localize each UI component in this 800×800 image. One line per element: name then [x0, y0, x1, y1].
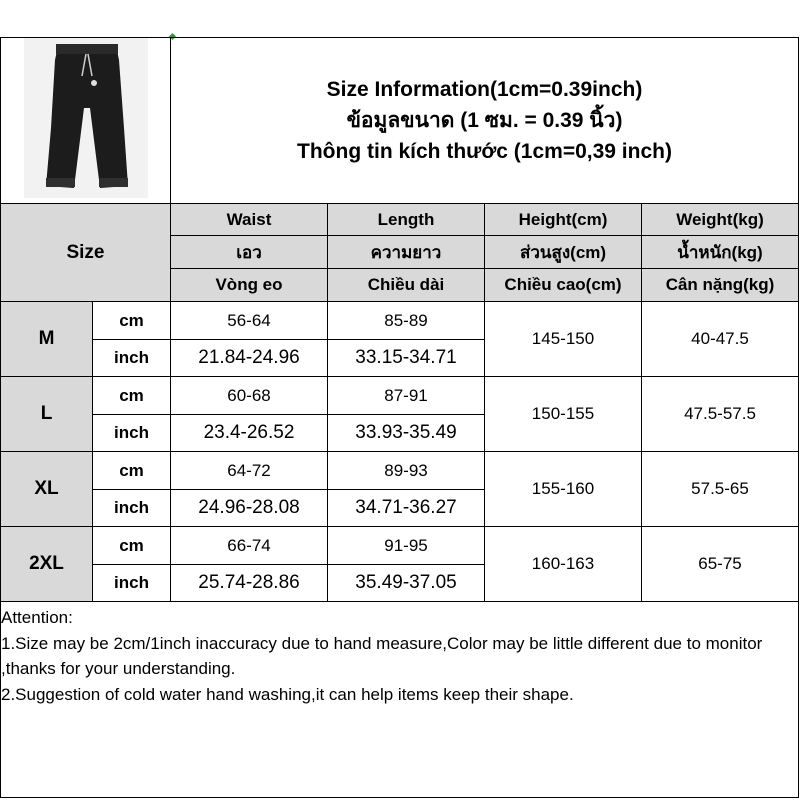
unit-inch: inch	[93, 415, 171, 452]
length-inch: 34.71-36.27	[328, 490, 485, 527]
col-length-th: ความยาว	[328, 236, 485, 269]
size-info-title	[171, 38, 799, 204]
size-label: M	[1, 302, 93, 377]
product-image-cell	[1, 38, 171, 204]
length-inch: 33.15-34.71	[328, 340, 485, 377]
black-jogger-pants-icon	[24, 38, 148, 198]
col-weight-th: น้ำหนัก(kg)	[642, 236, 799, 269]
weight-range: 65-75	[642, 527, 799, 602]
title-english: Size Information(1cm=0.39inch)	[326, 78, 643, 101]
title-vietnamese: Thông tin kích thước (1cm=0,39 inch)	[297, 140, 672, 163]
table-row	[1, 452, 799, 490]
waist-inch: 21.84-24.96	[171, 340, 328, 377]
waist-cm: 66-74	[171, 527, 328, 565]
waist-cm: 64-72	[171, 452, 328, 490]
length-cm: 91-95	[328, 527, 485, 565]
height-range: 150-155	[485, 377, 642, 452]
notes-heading: Attention:	[1, 608, 73, 627]
unit-cm: cm	[93, 527, 171, 565]
unit-cm: cm	[93, 302, 171, 340]
unit-cm: cm	[93, 452, 171, 490]
waist-cm: 56-64	[171, 302, 328, 340]
weight-range: 40-47.5	[642, 302, 799, 377]
unit-inch: inch	[93, 340, 171, 377]
unit-cm: cm	[93, 377, 171, 415]
col-height-en: Height(cm)	[485, 204, 642, 236]
col-height-th: ส่วนสูง(cm)	[485, 236, 642, 269]
col-waist-th: เอว	[171, 236, 328, 269]
size-chart-table	[0, 37, 799, 602]
table-row	[1, 377, 799, 415]
height-range: 160-163	[485, 527, 642, 602]
length-inch: 35.49-37.05	[328, 565, 485, 602]
waist-inch: 25.74-28.86	[171, 565, 328, 602]
length-cm: 87-91	[328, 377, 485, 415]
size-label: 2XL	[1, 527, 93, 602]
waist-cm: 60-68	[171, 377, 328, 415]
unit-inch: inch	[93, 565, 171, 602]
table-row	[1, 302, 799, 340]
height-range: 155-160	[485, 452, 642, 527]
length-cm: 85-89	[328, 302, 485, 340]
height-range: 145-150	[485, 302, 642, 377]
col-length-en: Length	[328, 204, 485, 236]
unit-inch: inch	[93, 490, 171, 527]
length-cm: 89-93	[328, 452, 485, 490]
note-1: 1.Size may be 2cm/1inch inaccuracy due to hand measure,Color may be little different due to monitor ,thanks for your understanding.	[1, 633, 763, 678]
note-2: 2.Suggestion of cold water hand washing,it can help items keep their shape.	[1, 684, 574, 704]
col-weight-vi: Cân nặng(kg)	[642, 269, 799, 302]
size-label: XL	[1, 452, 93, 527]
waist-inch: 24.96-28.08	[171, 490, 328, 527]
col-weight-en: Weight(kg)	[642, 204, 799, 236]
col-length-vi: Chiều dài	[328, 269, 485, 302]
title-thai: ข้อมูลขนาด (1 ซม. = 0.39 นิ้ว)	[346, 109, 623, 132]
weight-range: 47.5-57.5	[642, 377, 799, 452]
attention-notes	[1, 605, 797, 707]
size-label: L	[1, 377, 93, 452]
table-row	[1, 527, 799, 565]
weight-range: 57.5-65	[642, 452, 799, 527]
size-header: Size	[1, 204, 171, 302]
waist-inch: 23.4-26.52	[171, 415, 328, 452]
col-waist-en: Waist	[171, 204, 328, 236]
col-height-vi: Chiều cao(cm)	[485, 269, 642, 302]
length-inch: 33.93-35.49	[328, 415, 485, 452]
col-waist-vi: Vòng eo	[171, 269, 328, 302]
